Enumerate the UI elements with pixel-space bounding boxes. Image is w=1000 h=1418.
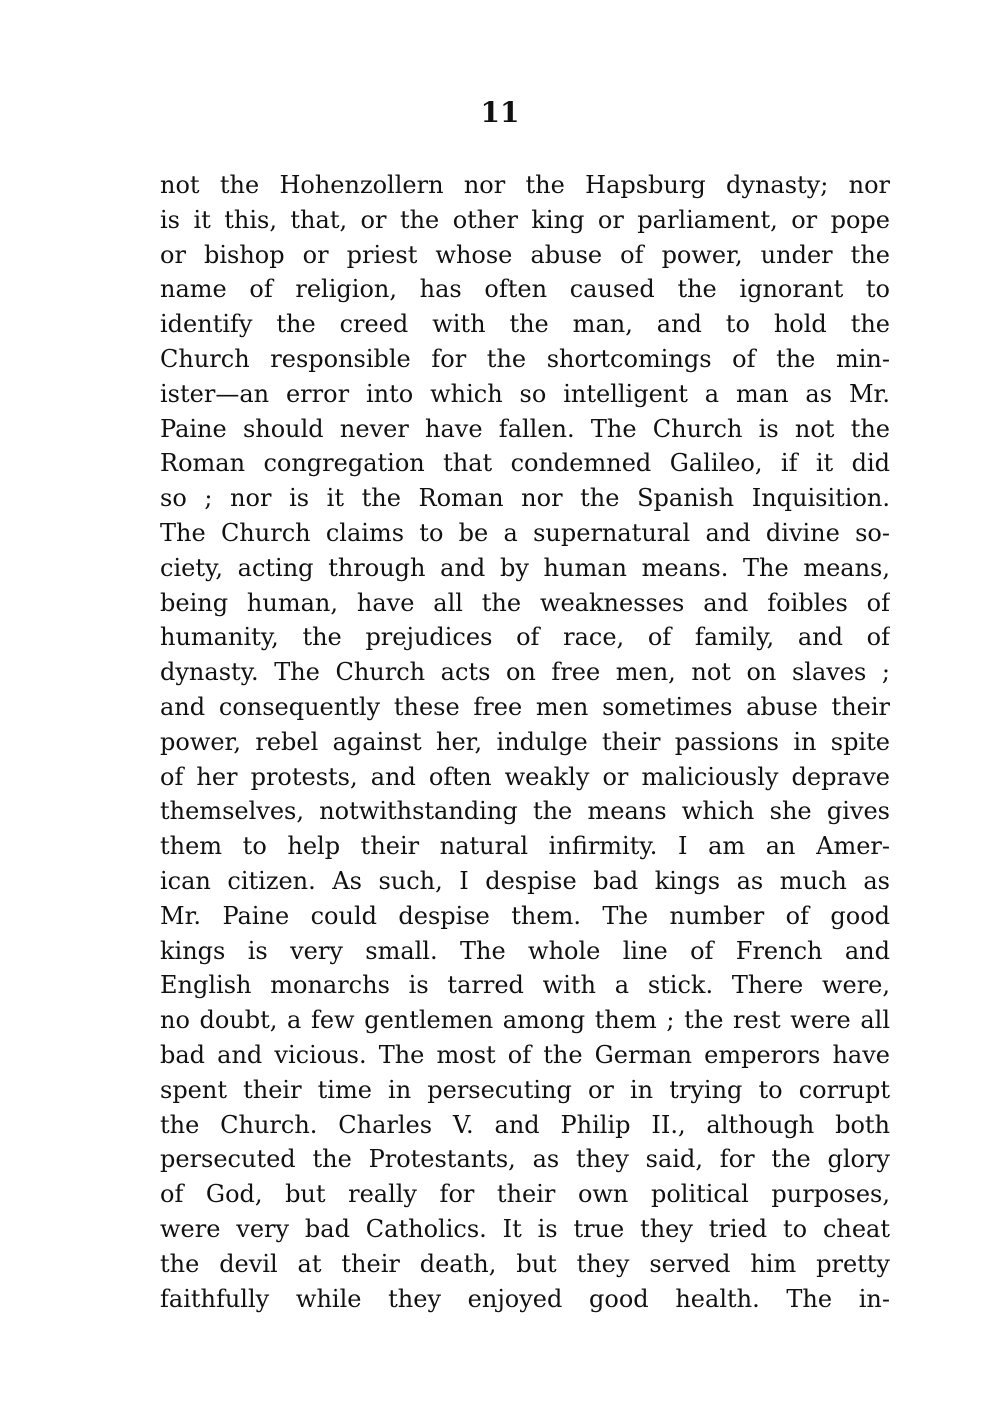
text-line: dynasty. The Church acts on free men, not on slaves ; — [160, 658, 890, 687]
text-line: or bishop or priest whose abuse of power, under the — [160, 240, 890, 269]
text-line: name of religion, has often caused the ignorant to — [160, 275, 890, 304]
text-line: Mr. Paine could despise them. The number of good — [160, 901, 890, 930]
body-text — [160, 168, 890, 1316]
text-line: of her protests, and often weakly or maliciously deprave — [160, 762, 890, 791]
text-line: no doubt, a few gentlemen among them ; the rest were all — [160, 1006, 890, 1035]
text-line: of God, but really for their own political purposes, — [160, 1180, 890, 1209]
text-line: spent their time in persecuting or in trying to corrupt — [160, 1075, 890, 1104]
text-line: power, rebel against her, indulge their passions in spite — [160, 727, 890, 756]
text-line: the Church. Charles V. and Philip II., although both — [160, 1110, 890, 1139]
text-line: themselves, notwithstanding the means which she gives — [160, 797, 890, 826]
text-line: faithfully while they enjoyed good health. The in- — [160, 1284, 890, 1313]
text-line: humanity, the prejudices of race, of family, and of — [160, 623, 890, 652]
text-line: The Church claims to be a supernatural and divine so- — [160, 518, 890, 547]
text-line: them to help their natural infirmity. I am an Amer- — [160, 832, 890, 861]
page-number: 11 — [480, 96, 520, 129]
text-line: ister—an error into which so intelligent a man as Mr. — [160, 379, 890, 408]
text-line: ciety, acting through and by human means. The means, — [160, 553, 890, 582]
text-line: being human, have all the weaknesses and foibles of — [160, 588, 890, 617]
text-line: the devil at their death, but they served him pretty — [160, 1249, 890, 1278]
text-line: ican citizen. As such, I despise bad kings as much as — [160, 866, 890, 895]
text-line: bad and vicious. The most of the German emperors have — [160, 1040, 890, 1069]
text-line: English monarchs is tarred with a stick. There were, — [160, 971, 890, 1000]
text-line: Paine should never have fallen. The Church is not the — [160, 414, 890, 443]
text-line: Roman congregation that condemned Galileo, if it did — [160, 449, 890, 478]
text-line: not the Hohenzollern nor the Hapsburg dynasty; nor — [160, 171, 890, 199]
text-line: persecuted the Protestants, as they said, for the glory — [160, 1145, 890, 1174]
text-line: identify the creed with the man, and to hold the — [160, 310, 890, 339]
text-line: is it this, that, or the other king or parliament, or pope — [160, 205, 890, 234]
text-line: were very bad Catholics. It is true they tried to cheat — [160, 1214, 890, 1243]
text-line: kings is very small. The whole line of French and — [160, 936, 890, 965]
text-line: so ; nor is it the Roman nor the Spanish Inquisition. — [160, 484, 890, 513]
text-line: Church responsible for the shortcomings of the min- — [160, 344, 890, 373]
text-line: and consequently these free men sometimes abuse their — [160, 692, 890, 721]
